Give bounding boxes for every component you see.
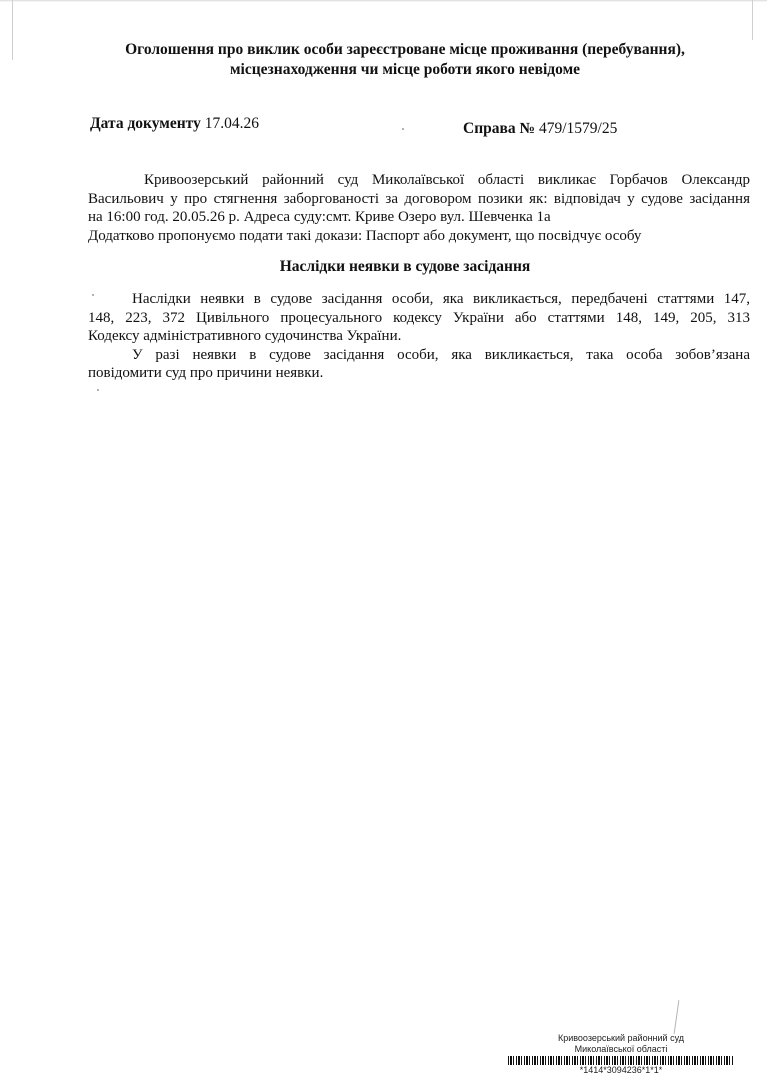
consequences-line: Наслідки неявки в судове засідання особи, яка викликається, передбачені статтями 147, — [132, 291, 750, 307]
date-value: 17.04.26 — [204, 115, 259, 132]
title-line-1: Оголошення про виклик особи зареєстроване місце проживання (перебування), — [125, 41, 685, 58]
document-date — [90, 115, 259, 133]
scan-speck — [97, 389, 99, 391]
case-label: Справа № — [463, 120, 536, 137]
consequences-line: Кодексу адміністративного судочинства України. — [88, 328, 402, 344]
stamp-court-line-1: Кривоозерський районний суд — [557, 1033, 685, 1043]
scan-mark — [674, 1000, 680, 1034]
scan-edge-top — [0, 0, 767, 2]
scan-speck — [402, 128, 404, 130]
notice-line: Кривоозерський районний суд Миколаївської області викликає Горбачов Олександр — [144, 172, 750, 188]
scan-edge-right — [752, 0, 753, 40]
document-title — [60, 40, 750, 80]
case-value: 479/1579/25 — [538, 120, 618, 137]
summons-notice — [88, 171, 750, 245]
barcode — [508, 1056, 734, 1065]
consequences-line: У разі неявки в судове засідання особи, яка викликається, така особа зобов’язана — [132, 346, 750, 363]
case-number — [463, 120, 617, 138]
notice-line: Додатково пропонуємо подати такі докази: Паспорт або документ, що посвідчує особу — [88, 227, 642, 244]
consequences-text — [88, 290, 750, 383]
court-stamp — [506, 1033, 736, 1076]
scan-edge-left — [12, 0, 13, 60]
title-line-2: місцезнаходження чи місце роботи якого невідоме — [229, 61, 581, 78]
scan-speck — [92, 294, 94, 296]
date-label: Дата документу — [90, 115, 201, 132]
consequences-line: повідомити суд про причини неявки. — [88, 365, 324, 381]
consequences-line: 148, 223, 372 Цивільного процесуального кодексу України або статтями 148, 149, 205, 313 — [88, 309, 750, 326]
notice-line: Васильович у про стягнення заборгованості за договором позики як: відповідач у судове засідання — [88, 190, 750, 207]
section-heading: Наслідки неявки в судове засідання — [279, 258, 531, 275]
notice-line: на 16:00 год. 20.05.26 р. Адреса суду:смт. Криве Озеро вул. Шевченка 1а — [88, 209, 551, 225]
stamp-code: *1414*3094236*1*1* — [579, 1065, 663, 1075]
stamp-court-line-2: Миколаївської області — [574, 1044, 668, 1054]
